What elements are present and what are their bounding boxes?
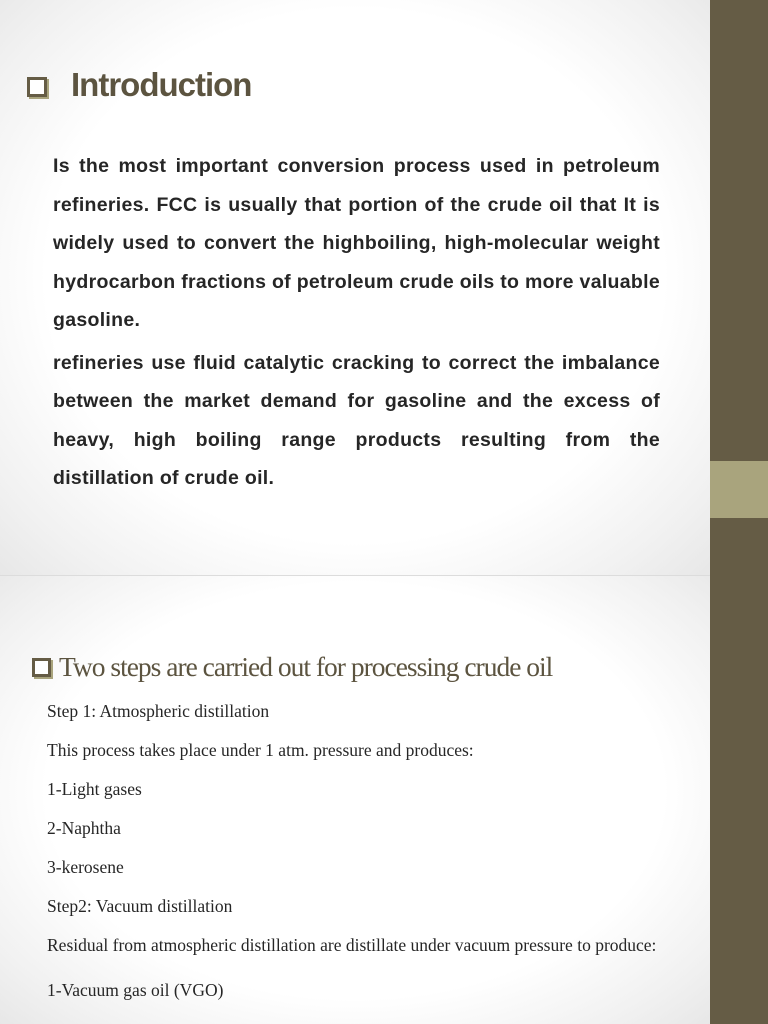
list-item: 1-Light gases	[47, 779, 142, 799]
text-line: This process takes place under 1 atm. pressure and produces:	[47, 740, 474, 760]
list-item: 1-Vacuum gas oil (VGO)	[47, 979, 224, 1000]
decorative-sidebar	[710, 0, 768, 1024]
list-item: 2-Naphtha	[47, 818, 121, 838]
slide-processing-steps	[0, 576, 710, 1024]
paragraph: refineries use fluid catalytic cracking to correct the imbalance between the market demand for gasoline and the excess of heavy, high boiling range products resulting from the distillation of crude oil.	[53, 351, 660, 489]
slide-title: Two steps are carried out for processing crude oil	[59, 651, 553, 682]
paragraph: Is the most important conversion process used in petroleum refineries. FCC is usually that portion of the crude oil that It is widely used to convert the highboiling, high-molecular weight hydrocarbon fractions of petroleum crude oils to more valuable gasoline.	[53, 155, 660, 331]
list-item: 3-kerosene	[47, 857, 124, 877]
square-bullet-icon	[27, 77, 47, 97]
sidebar-accent-block	[710, 461, 768, 518]
step-heading: Step 1: Atmospheric distillation	[47, 701, 270, 721]
step-heading: Step2: Vacuum distillation	[47, 896, 233, 916]
text-line: Residual from atmospheric distillation are distillate under vacuum pressure to produce:	[47, 935, 657, 955]
square-bullet-icon	[32, 658, 51, 677]
slide-body	[53, 147, 660, 502]
slide-title: Introduction	[71, 66, 252, 103]
slide-body	[47, 700, 657, 1018]
